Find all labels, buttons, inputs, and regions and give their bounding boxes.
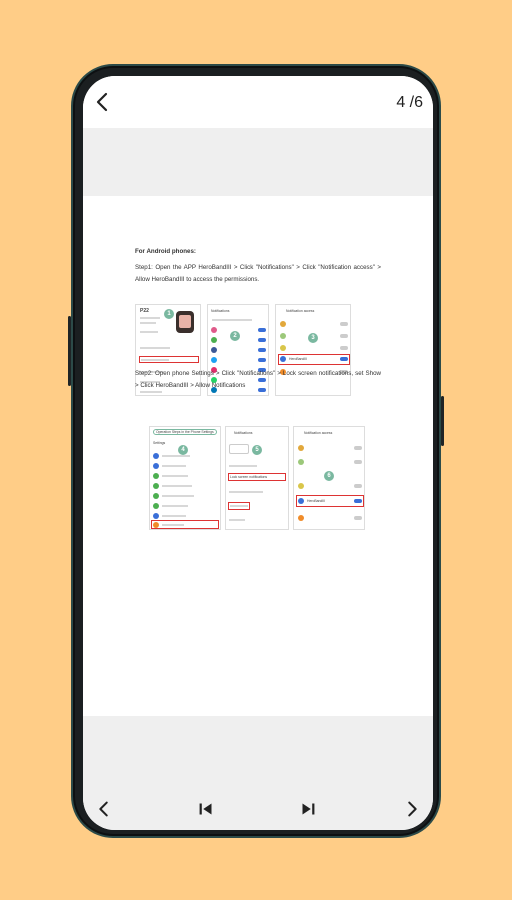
page-indicator: 4 /6 [396, 94, 423, 111]
row-label: HeroBandIII [289, 357, 308, 361]
step-badge: 6 [324, 471, 334, 481]
first-page-icon[interactable] [195, 798, 217, 820]
panel-title: Notification access [304, 431, 333, 435]
page-margin-top [83, 128, 433, 196]
prev-page-icon[interactable] [93, 798, 115, 820]
back-icon[interactable] [91, 90, 115, 114]
doc-step1: Step1: Open the APP HeroBandIII > Click "Notifications" > Click "Notification access" > Allow HeroBandIII to access the permissions. [135, 264, 381, 283]
last-page-icon[interactable] [297, 798, 319, 820]
figure-caption: Operation Steps in the Phone Settings [153, 429, 217, 435]
figure2-panel-access [293, 426, 365, 530]
row-label: Lock screen notifications [230, 475, 268, 479]
step-badge: 2 [230, 331, 240, 341]
panel-title: Settings [153, 441, 166, 445]
step-badge: 1 [164, 309, 174, 319]
phone-frame [71, 64, 441, 838]
power-button [441, 396, 444, 446]
panel-title: Notifications [234, 431, 253, 435]
screen [83, 76, 433, 830]
viewer-navbar [83, 788, 433, 828]
doc-heading: For Android phones: [135, 248, 196, 255]
row-label: HeroBandIII [307, 499, 326, 503]
document-page [83, 196, 433, 716]
watch-image [176, 311, 194, 333]
panel-title: P22 [140, 308, 149, 314]
panel-title: Notification access [286, 309, 315, 313]
volume-button [68, 316, 71, 386]
figure2-panel-notifications [225, 426, 289, 530]
viewer-topbar [83, 76, 433, 128]
next-page-icon[interactable] [401, 798, 423, 820]
step-badge: 5 [252, 445, 262, 455]
figure2-panel-settings [149, 426, 221, 530]
step-badge: 3 [308, 333, 318, 343]
step-badge: 4 [178, 445, 188, 455]
doc-step2: Step2: Open phone Settings > Click "Notifications" > Lock screen notifications, set Show > Click HeroBandIII > Allow Notifications [135, 370, 381, 389]
panel-title: Notifications [211, 309, 230, 313]
